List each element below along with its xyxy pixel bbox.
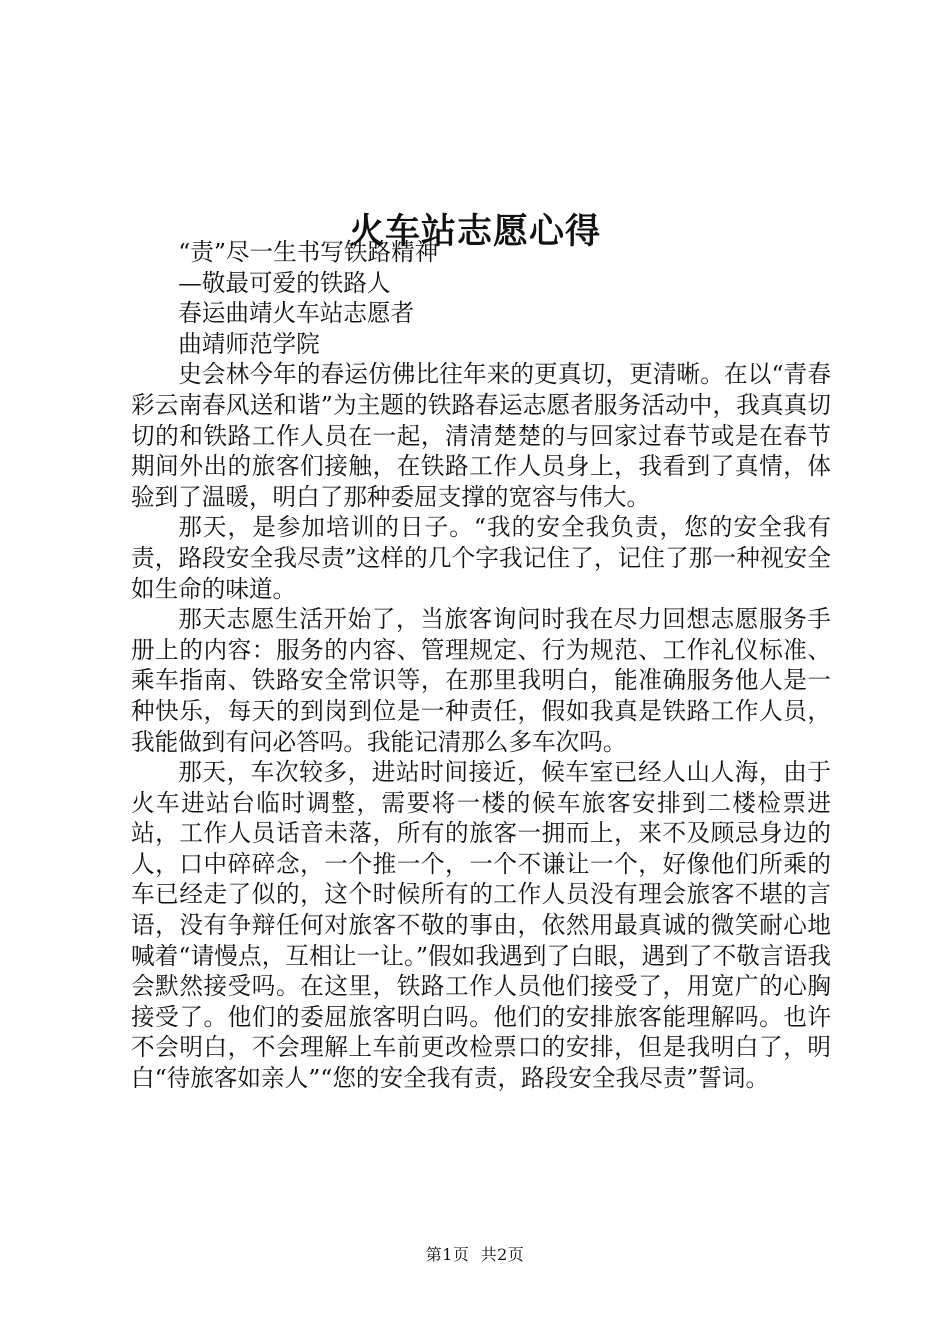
paragraph-subtitle: —敬最可爱的铁路人: [178, 268, 391, 297]
page-footer: [0, 1245, 950, 1265]
paragraph-author-role: 春运曲靖火车站志愿者: [178, 299, 415, 328]
document-body: [131, 237, 831, 1094]
paragraph: 那天志愿生活开始了，当旅客询问时我在尽力回想志愿服务手册上的内容：服务的内容、管理规定、行为规范、工作礼仪标准、乘车指南、铁路安全常识等，在那里我明白，能准确服务他人是一种快乐，每天的到岗到位是一种责任，假如我真是铁路工作人员，我能做到有问必答吗。我能记清那么多车次吗。: [131, 605, 831, 756]
document-title: 火车站志愿心得: [348, 211, 601, 253]
paragraph-heading: “责”尽一生书写铁路精神: [178, 238, 439, 266]
paragraph-author-school: 曲靖师范学院: [178, 329, 320, 358]
paragraph: 那天，车次较多，进站时间接近，候车室已经人山人海，由于火车进站台临时调整，需要将一楼的候车旅客安排到二楼检票进站，工作人员话音未落，所有的旅客一拥而上，来不及顾忌身边的人，口中碎碎念，一个推一个，一个不谦让一个，好像他们所乘的车已经走了似的，这个时候所有的工作人员没有理会旅客不堪的言语，没有争辩任何对旅客不敬的事由，依然用最真诚的微笑耐心地喊着“请慢点，互相让一让。”假如我遇到了白眼，遇到了不敬言语我会默然接受吗。在这里，铁路工作人员他们接受了，用宽广的心胸接受了。他们的委屈旅客明白吗。他们的安排旅客能理解吗。也许不会明白，不会理解上车前更改检票口的安排，但是我明白了，明白“待旅客如亲人”“您的安全我有责，路段安全我尽责”誓词。: [131, 758, 831, 1093]
paragraph: 那天，是参加培训的日子。“我的安全我负责，您的安全我有责，路段安全我尽责”这样的几个字我记住了，记住了那一种视安全如生命的味道。: [131, 513, 831, 603]
paragraph: 史会林今年的春运仿佛比往年来的更真切，更清晰。在以“青春彩云南春风送和谐”为主题的铁路春运志愿者服务活动中，我真真切切的和铁路工作人员在一起，清清楚楚的与回家过春节或是在春节期间外出的旅客们接触，在铁路工作人员身上，我看到了真情，体验到了温暖，明白了那种委屈支撑的宽容与伟大。: [131, 360, 831, 511]
page-number: 第1页 共2页: [425, 1245, 525, 1264]
